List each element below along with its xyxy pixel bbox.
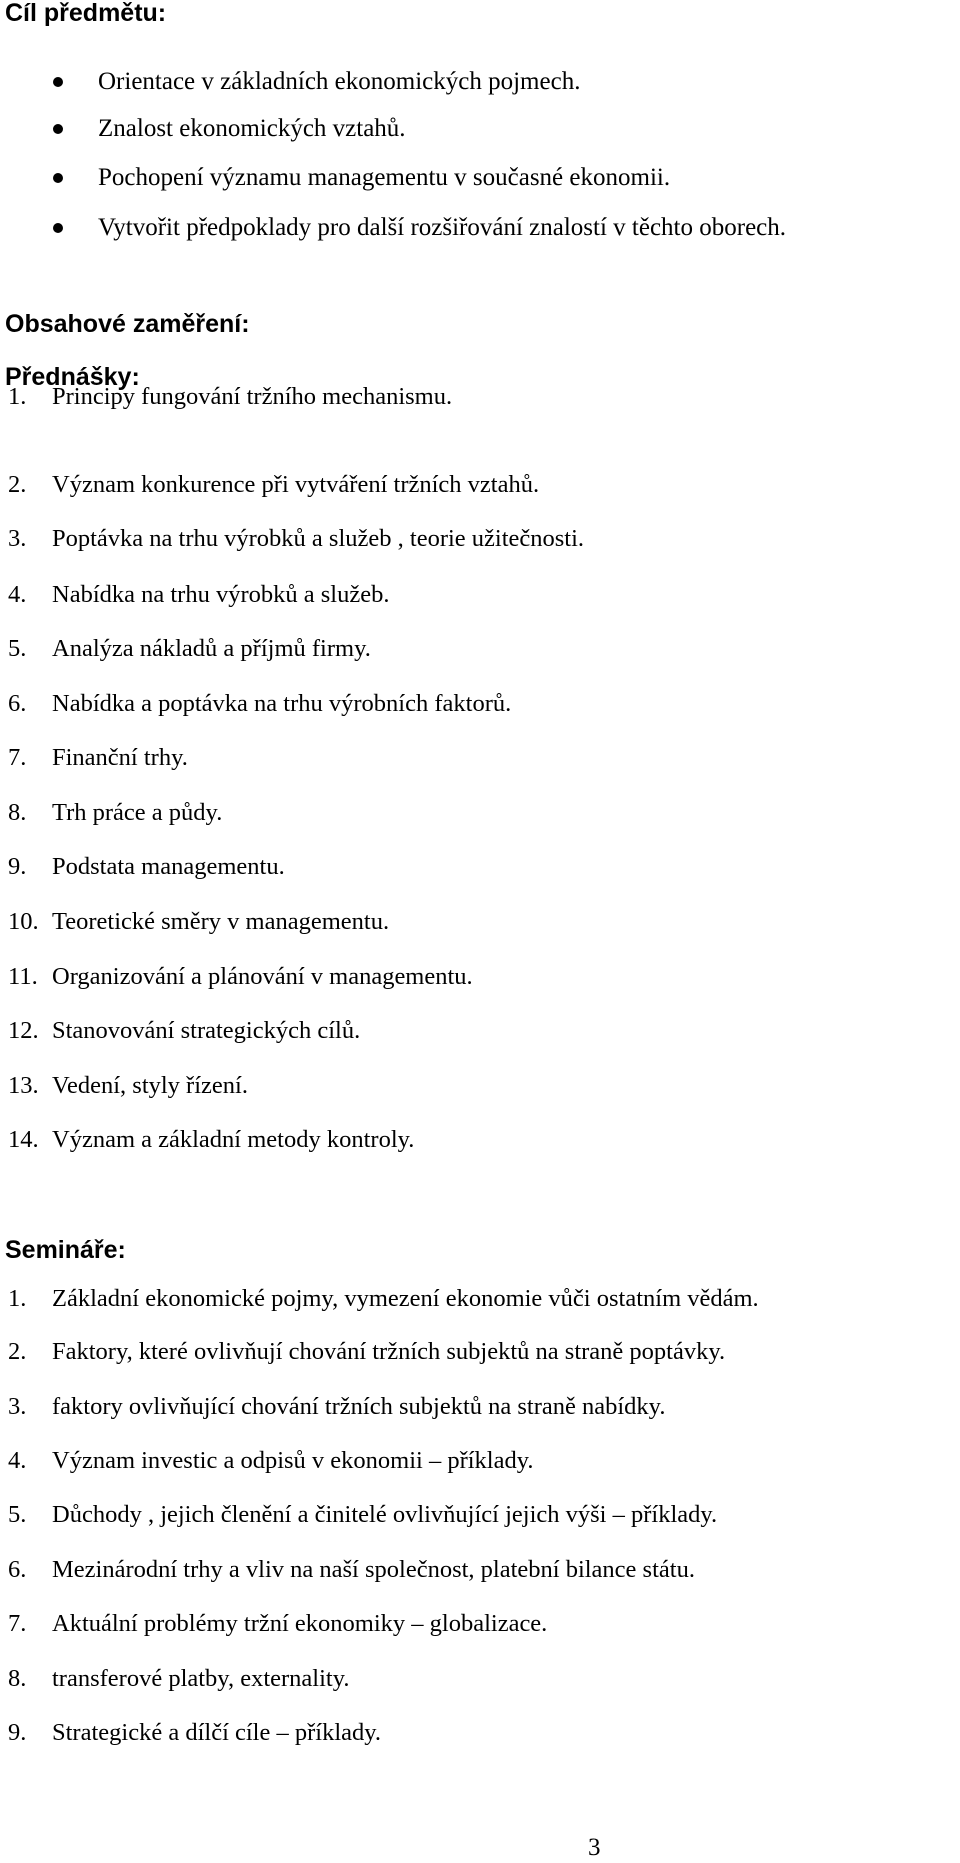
seminar-text: transferové platby, externality. bbox=[52, 1665, 350, 1692]
seminar-item bbox=[8, 1555, 695, 1585]
seminar-item bbox=[8, 1664, 350, 1694]
seminar-number: 5. bbox=[8, 1501, 27, 1528]
seminar-text: Strategické a dílčí cíle – příklady. bbox=[52, 1719, 382, 1746]
lecture-number: 4. bbox=[8, 581, 27, 608]
lecture-text: Organizování a plánování v managementu. bbox=[52, 963, 473, 990]
lecture-text: Analýza nákladů a příjmů firmy. bbox=[52, 635, 371, 662]
lecture-text: Nabídka na trhu výrobků a služeb. bbox=[52, 581, 390, 608]
lecture-item bbox=[8, 634, 371, 664]
seminar-item bbox=[8, 1609, 548, 1639]
lecture-item bbox=[8, 1071, 248, 1101]
lecture-number: 13. bbox=[8, 1072, 39, 1099]
seminar-text: Aktuální problémy tržní ekonomiky – globalizace. bbox=[52, 1610, 548, 1637]
lecture-text: Podstata managementu. bbox=[52, 853, 285, 880]
bullet-icon bbox=[53, 173, 63, 183]
lecture-text: Nabídka a poptávka na trhu výrobních faktorů. bbox=[52, 690, 512, 717]
seminar-number: 9. bbox=[8, 1719, 27, 1746]
lecture-number: 10. bbox=[8, 908, 39, 935]
lecture-item bbox=[8, 524, 585, 554]
lecture-number: 1. bbox=[8, 383, 27, 410]
lecture-number: 5. bbox=[8, 635, 27, 662]
lecture-item bbox=[8, 470, 540, 500]
lecture-number: 14. bbox=[8, 1126, 39, 1153]
seminar-text: Význam investic a odpisů v ekonomii – příklady. bbox=[52, 1447, 534, 1474]
lecture-item bbox=[8, 798, 223, 828]
goal-item-text: Pochopení významu managementu v současné ekonomii. bbox=[98, 164, 671, 191]
lecture-text: Význam a základní metody kontroly. bbox=[52, 1126, 415, 1153]
seminar-item bbox=[8, 1718, 382, 1748]
seminar-item bbox=[8, 1284, 759, 1314]
bullet-icon bbox=[53, 124, 63, 134]
lecture-item bbox=[8, 1016, 361, 1046]
lecture-item bbox=[8, 907, 390, 937]
lecture-text: Trh práce a půdy. bbox=[52, 799, 223, 826]
lecture-text: Principy fungování tržního mechanismu. bbox=[52, 383, 453, 410]
goal-item-text: Znalost ekonomických vztahů. bbox=[98, 115, 406, 142]
page-number: 3 bbox=[588, 1834, 601, 1861]
seminar-number: 4. bbox=[8, 1447, 27, 1474]
lecture-item bbox=[8, 580, 390, 610]
seminar-text: faktory ovlivňující chování tržních subjektů na straně nabídky. bbox=[52, 1393, 666, 1420]
content-heading: Obsahové zaměření: bbox=[5, 310, 250, 338]
seminar-item bbox=[8, 1500, 718, 1530]
seminar-number: 1. bbox=[8, 1285, 27, 1312]
seminar-item bbox=[8, 1392, 666, 1422]
seminar-text: Důchody , jejich členění a činitelé ovlivňující jejich výši – příklady. bbox=[52, 1501, 718, 1528]
lecture-item bbox=[8, 743, 188, 773]
lecture-item bbox=[8, 852, 285, 882]
seminar-number: 8. bbox=[8, 1665, 27, 1692]
bullet-icon bbox=[53, 223, 63, 233]
lecture-number: 11. bbox=[8, 963, 38, 990]
goal-item-text: Orientace v základních ekonomických pojmech. bbox=[98, 68, 581, 95]
lecture-number: 2. bbox=[8, 471, 27, 498]
goal-item-text: Vytvořit předpoklady pro další rozšiřování znalostí v těchto oborech. bbox=[98, 214, 787, 241]
lecture-number: 8. bbox=[8, 799, 27, 826]
lecture-text: Finanční trhy. bbox=[52, 744, 188, 771]
seminar-text: Mezinárodní trhy a vliv na naší společnost, platební bilance státu. bbox=[52, 1556, 695, 1583]
seminars-heading: Semináře: bbox=[5, 1236, 126, 1264]
seminar-item bbox=[8, 1337, 726, 1367]
lecture-text: Poptávka na trhu výrobků a služeb , teorie užitečnosti. bbox=[52, 525, 585, 552]
lecture-item bbox=[8, 962, 473, 992]
seminar-number: 7. bbox=[8, 1610, 27, 1637]
lecture-number: 12. bbox=[8, 1017, 39, 1044]
lecture-number: 6. bbox=[8, 690, 27, 717]
seminar-number: 6. bbox=[8, 1556, 27, 1583]
seminar-text: Faktory, které ovlivňují chování tržních subjektů na straně poptávky. bbox=[52, 1338, 726, 1365]
goal-heading: Cíl předmětu: bbox=[5, 0, 167, 27]
bullet-icon bbox=[53, 77, 63, 87]
seminar-item bbox=[8, 1446, 534, 1476]
lecture-text: Teoretické směry v managementu. bbox=[52, 908, 390, 935]
lecture-text: Význam konkurence při vytváření tržních vztahů. bbox=[52, 471, 540, 498]
seminar-text: Základní ekonomické pojmy, vymezení ekonomie vůči ostatním vědám. bbox=[52, 1285, 759, 1312]
lecture-text: Vedení, styly řízení. bbox=[52, 1072, 248, 1099]
lecture-item bbox=[8, 689, 512, 719]
lecture-number: 9. bbox=[8, 853, 27, 880]
lecture-number: 3. bbox=[8, 525, 27, 552]
lecture-item bbox=[8, 382, 453, 412]
lecture-number: 7. bbox=[8, 744, 27, 771]
seminar-number: 2. bbox=[8, 1338, 27, 1365]
seminar-number: 3. bbox=[8, 1393, 27, 1420]
lecture-text: Stanovování strategických cílů. bbox=[52, 1017, 361, 1044]
lectures-heading: Přednášky: bbox=[5, 363, 140, 391]
lecture-item bbox=[8, 1125, 415, 1155]
